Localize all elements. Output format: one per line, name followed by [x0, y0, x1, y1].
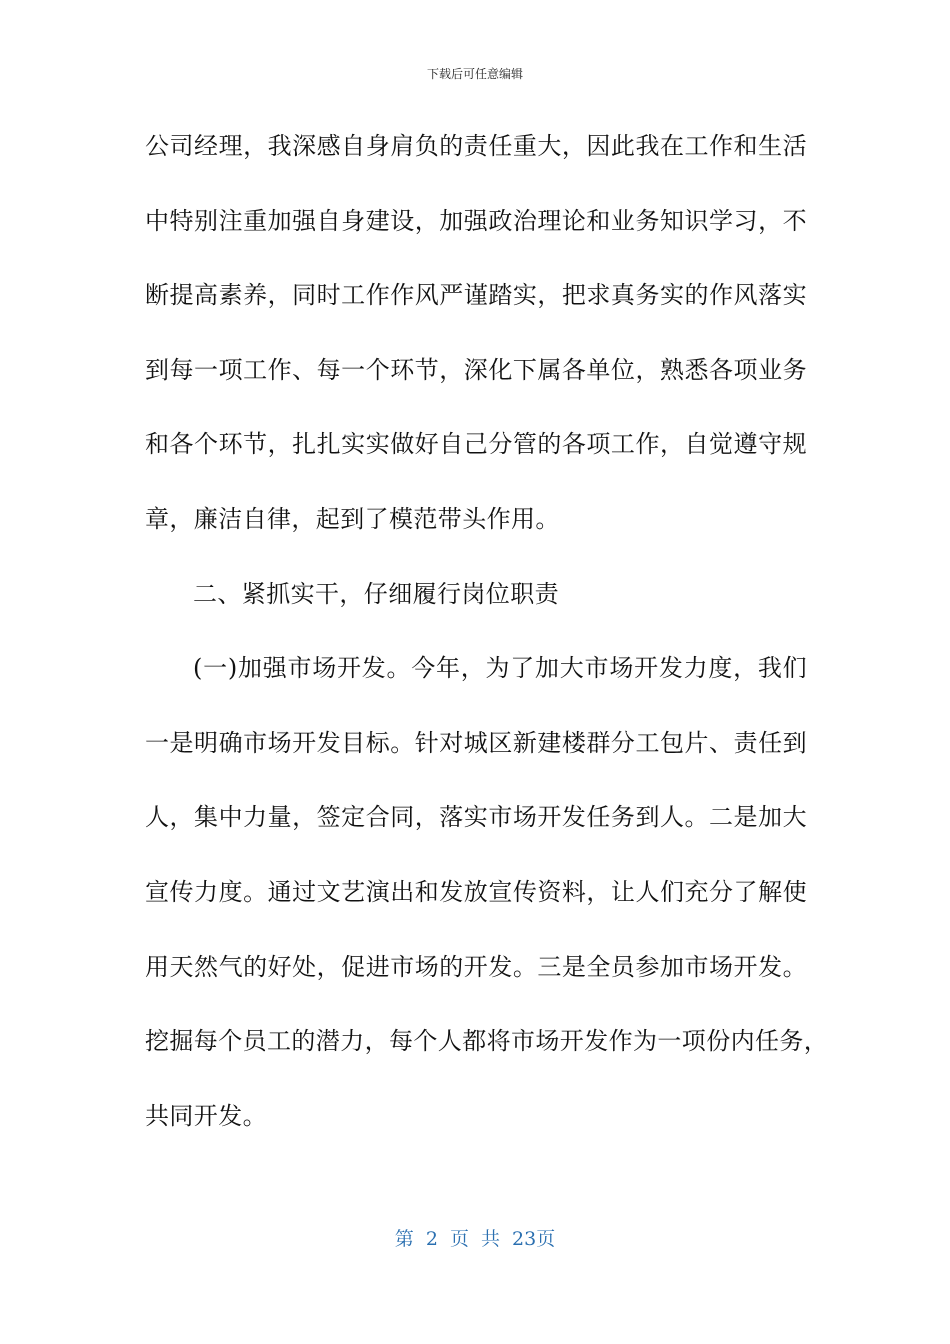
- paragraph-line: 用天然气的好处，促进市场的开发。三是全员参加市场开发。: [145, 952, 807, 981]
- paragraph-line: 共同开发。: [145, 1101, 267, 1130]
- page-header: 下载后可任意编辑: [426, 67, 523, 81]
- paragraph-line: 断提高素养，同时工作作风严谨踏实，把求真务实的作风落实: [145, 281, 807, 310]
- document-body: [145, 124, 829, 1168]
- section-heading: 二、紧抓实干，仔细履行岗位职责: [193, 579, 559, 608]
- paragraph-line: (一)加强市场开发。今年，为了加大市场开发力度，我们: [193, 654, 807, 683]
- paragraph-line: 章，廉洁自律，起到了模范带头作用。: [145, 504, 560, 533]
- paragraph-line: 一是明确市场开发目标。针对城区新建楼群分工包片、责任到: [145, 728, 807, 757]
- paragraph-line: 和各个环节，扎扎实实做好自己分管的各项工作，自觉遵守规: [145, 430, 807, 459]
- paragraph-line: 人，集中力量，签定合同，落实市场开发任务到人。二是加大: [145, 803, 807, 832]
- paragraph-line: 到每一项工作、每一个环节，深化下属各单位，熟悉各项业务: [145, 355, 807, 384]
- paragraph-line: 挖掘每个员工的潜力，每个人都将市场开发作为一项份内任务，: [145, 1027, 829, 1056]
- paragraph-line: 中特别注重加强自身建设，加强政治理论和业务知识学习，不: [145, 206, 807, 235]
- paragraph-line: 宣传力度。通过文艺演出和发放宣传资料，让人们充分了解使: [145, 877, 807, 906]
- page-number: 第 2 页 共 23页: [394, 1228, 556, 1250]
- paragraph-line: 公司经理，我深感自身肩负的责任重大，因此我在工作和生活: [145, 132, 807, 160]
